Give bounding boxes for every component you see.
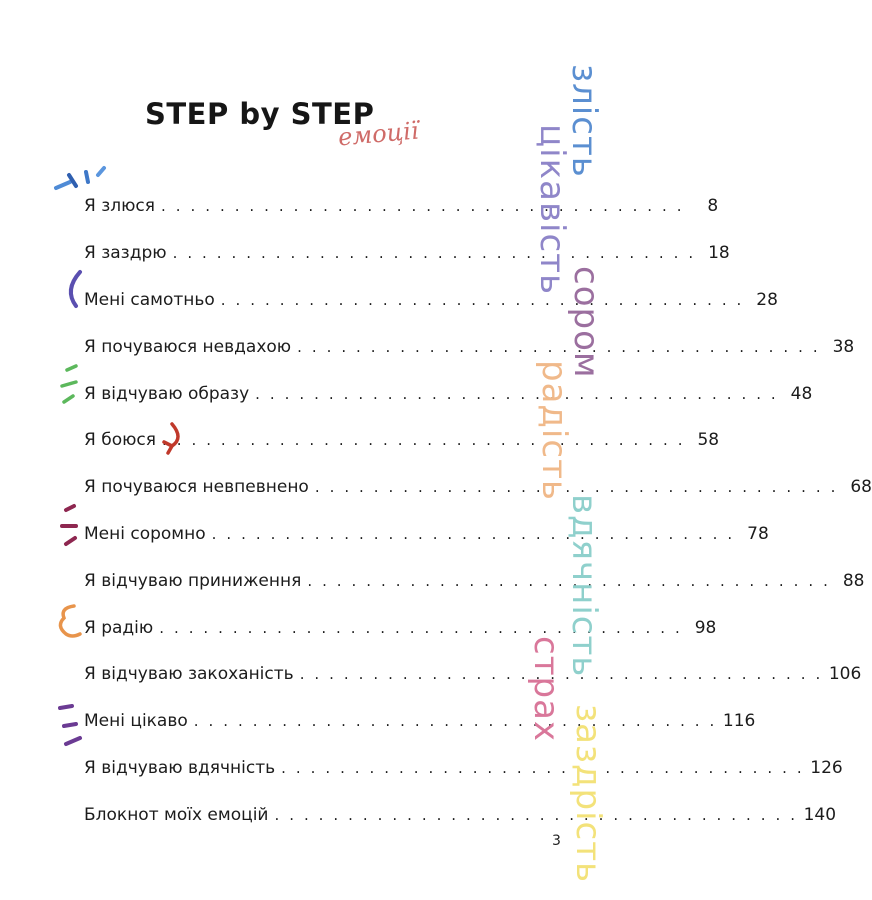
toc-entry-label: Я відчуваю вдячність: [84, 757, 276, 778]
toc-entry-page: 78: [747, 523, 769, 544]
toc-entry-label: Я відчуваю приниження: [84, 570, 302, 591]
toc-entry-label: Блокнот моїх емоцій: [84, 804, 269, 825]
toc-leader-dots: . . . . . . . . . . . . . . . . . . . . . . . . . . . . . . . . . . . .: [281, 758, 805, 777]
side-word-shame: сором: [566, 266, 606, 379]
toc-leader-dots: . . . . . . . . . . . . . . . . . . . . . . . . . . . . . . . . . . . .: [220, 290, 744, 309]
toc-leader-dots: . . . . . . . . . . . . . . . . . . . . . . . . . . . . . . . . . . . .: [193, 712, 717, 731]
toc-entry-page: 28: [756, 289, 778, 310]
toc-entry-fear[interactable]: [84, 417, 720, 464]
toc-entry-label: Я почуваюся невдахою: [84, 336, 292, 357]
page-number: 3: [552, 833, 561, 849]
toc-entry-label: Я відчуваю образу: [84, 383, 250, 404]
toc-entry-insecurity[interactable]: [84, 464, 872, 511]
toc-entry-humiliation[interactable]: [84, 557, 865, 604]
toc-entry-label: Я відчуваю закоханість: [84, 664, 294, 685]
doodle-resentment: [62, 366, 76, 402]
toc-entry-page: 106: [828, 664, 862, 685]
toc-entry-page: 8: [707, 196, 719, 217]
side-word-curiosity: цікавість: [532, 124, 572, 295]
toc-entry-page: 18: [708, 243, 730, 264]
side-word-anger: злість: [564, 64, 604, 178]
book-title: STEP by STEP: [145, 97, 375, 131]
doodle-loneliness: [71, 272, 80, 306]
toc-entry-shame[interactable]: [84, 511, 769, 558]
toc-entry-label: Мені самотньо: [84, 289, 215, 310]
toc-leader-dots: . . . . . . . . . . . . . . . . . . . . . . . . . . . . . . . . . . . .: [172, 244, 696, 263]
toc-leader-dots: . . . . . . . . . . . . . . . . . . . . . . . . . . . . . . . . . . . .: [299, 665, 823, 684]
doodle-joy: [60, 606, 80, 636]
toc-leader-dots: . . . . . . . . . . . . . . . . . . . . . . . . . . . . . . . . . . . .: [161, 197, 685, 216]
toc-entry-resentment[interactable]: [84, 370, 813, 417]
toc-entry-label: Я злюся: [84, 196, 156, 217]
side-word-envy: заздрість: [568, 704, 608, 884]
side-word-joy: радість: [534, 360, 574, 501]
toc-entry-label: Я радію: [84, 617, 154, 638]
toc-leader-dots: . . . . . . . . . . . . . . . . . . . . . . . . . . . . . . . . . . . .: [274, 805, 798, 824]
toc-entry-gratitude[interactable]: [84, 745, 843, 792]
toc-entry-label: Я боюся: [84, 430, 156, 451]
doodle-curiosity: [60, 706, 80, 744]
toc-entry-joy[interactable]: [84, 604, 717, 651]
toc-entry-label: Я почуваюся невпевнено: [84, 477, 309, 498]
side-word-fear: страх: [526, 636, 566, 743]
toc-entry-page: 48: [790, 383, 813, 404]
doodle-shame: [62, 506, 76, 544]
toc-entry-love[interactable]: [84, 651, 862, 698]
toc-leader-dots: . . . . . . . . . . . . . . . . . . . . . . . . . . . . . . . . . . . .: [307, 571, 831, 590]
toc-entry-page: 88: [842, 570, 865, 591]
toc-entry-anger[interactable]: [84, 183, 719, 230]
toc-entry-label: Я заздрю: [84, 243, 167, 264]
toc-entry-page: 58: [697, 430, 720, 451]
toc-entry-curiosity[interactable]: [84, 698, 756, 745]
toc-leader-dots: . . . . . . . . . . . . . . . . . . . . . . . . . . . . . . . . . . . .: [314, 478, 838, 497]
toc-entry-page: 140: [803, 804, 837, 825]
toc-entry-notebook[interactable]: [84, 791, 837, 838]
toc-entry-label: Мені соромно: [84, 523, 206, 544]
toc-entry-page: 68: [850, 477, 872, 498]
toc-entry-loneliness[interactable]: [84, 277, 778, 324]
toc-entry-page: 98: [694, 617, 717, 638]
toc-entry-loser[interactable]: [84, 323, 855, 370]
toc-leader-dots: . . . . . . . . . . . . . . . . . . . . . . . . . . . . . . . . . . . .: [211, 524, 735, 543]
side-word-gratitude: вдячність: [564, 494, 604, 678]
toc-entry-page: 116: [722, 711, 756, 732]
toc-entry-envy[interactable]: [84, 230, 730, 277]
toc-entry-label: Мені цікаво: [84, 711, 188, 732]
book-subtitle: емоції: [336, 116, 420, 152]
toc-leader-dots: . . . . . . . . . . . . . . . . . . . . . . . . . . . . . . . . . . . .: [161, 431, 686, 450]
toc-entry-page: 126: [810, 757, 843, 778]
toc-leader-dots: . . . . . . . . . . . . . . . . . . . . . . . . . . . . . . . . . . . .: [255, 384, 779, 403]
toc-leader-dots: . . . . . . . . . . . . . . . . . . . . . . . . . . . . . . . . . . . .: [297, 337, 821, 356]
toc-entry-page: 38: [832, 336, 855, 357]
toc-leader-dots: . . . . . . . . . . . . . . . . . . . . . . . . . . . . . . . . . . . .: [159, 618, 683, 637]
